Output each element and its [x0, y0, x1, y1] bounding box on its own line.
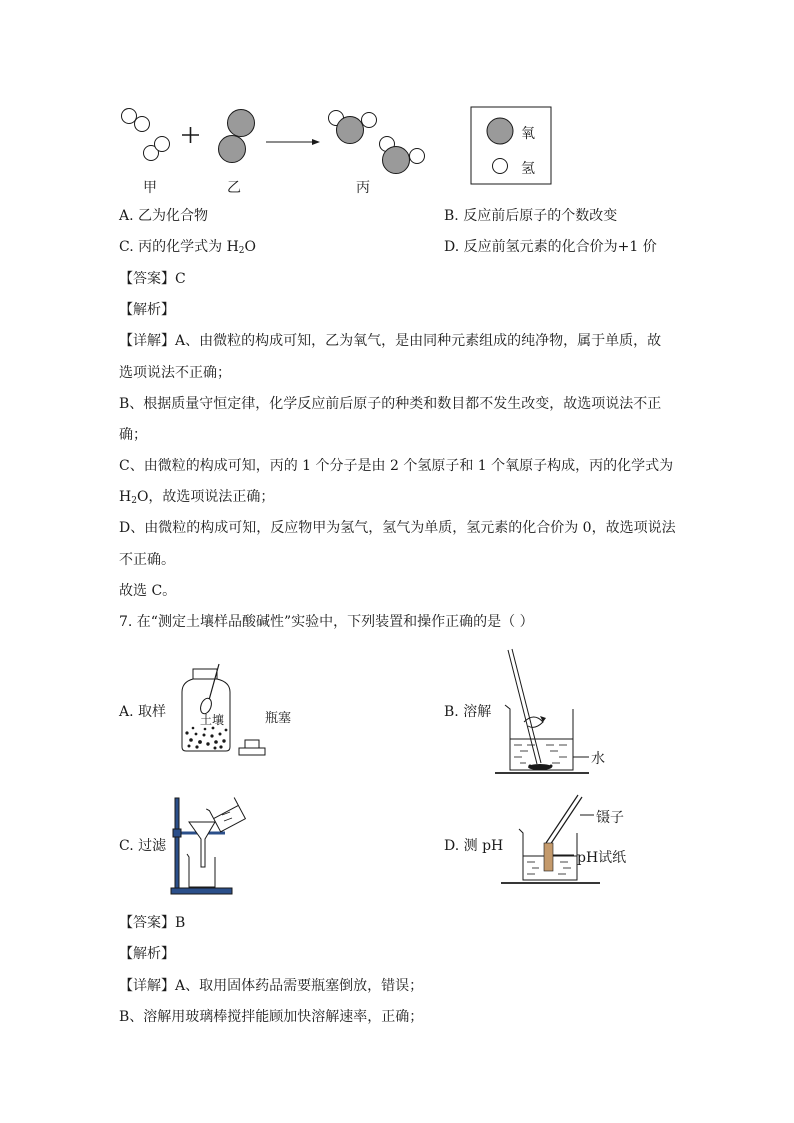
label-bing: 丙 [356, 180, 370, 196]
label-yi: 乙 [227, 180, 241, 196]
q6-option-b: B. 反应前后原子的个数改变 [444, 208, 618, 224]
figure-b-water-label: 水 [591, 751, 605, 767]
legend-oxygen-label: 氧 [521, 126, 535, 142]
q7-option-a: A. 取样 [119, 704, 167, 720]
q7-detail-a: 【详解】A、取用固体药品需要瓶塞倒放，错误； [119, 978, 424, 994]
q7-detail-b: B、溶解用玻璃棒搅拌能顾加快溶解速率，正确； [119, 1009, 424, 1025]
q7-option-d: D. 测 pH [444, 838, 504, 854]
figure-a-soil-label: 土壤 [200, 713, 225, 727]
figure-d-tweezers-label: 镊子 [596, 810, 624, 826]
q7-option-c: C. 过滤 [119, 838, 167, 854]
q6-option-a: A. 乙为化合物 [119, 208, 209, 224]
q6-detail-c-line1: C、由微粒的构成可知，丙的 1 个分子是由 2 个氢原子和 1 个氧原子构成，丙的化学式为 [119, 458, 674, 474]
q6-detail-d-line1: D、由微粒的构成可知，反应物甲为氢气，氢气为单质，氢元素的化合价为 0，故选项说法 [119, 520, 676, 536]
q7-option-b: B. 溶解 [444, 704, 492, 720]
figure-a-stopper-label: 瓶塞 [265, 711, 292, 726]
legend-hydrogen-label: 氢 [521, 161, 535, 177]
q7-analysis-heading: 【解析】 [119, 946, 175, 962]
q6-detail-b-line2: 确； [119, 427, 147, 443]
q6-option-d: D. 反应前氢元素的化合价为+1 价 [444, 239, 657, 255]
label-jia: 甲 [143, 180, 157, 196]
q6-answer: 【答案】C [119, 271, 186, 287]
q6-detail-c-line2: $H_2O$，故选项说法正确； [119, 489, 275, 506]
q6-analysis-heading: 【解析】 [119, 302, 175, 318]
q6-option-c: C. 丙的化学式为 $H_2O$ [119, 239, 256, 256]
q6-conclusion: 故选 C。 [119, 583, 177, 599]
q7-answer: 【答案】B [119, 915, 186, 931]
q6-detail-d-line2: 不正确。 [119, 552, 175, 568]
q6-detail-a-line1: 【详解】A、由微粒的构成可知，乙为氧气，是由同种元素组成的纯净物，属于单质，故 [119, 333, 662, 349]
q6-detail-b-line1: B、根据质量守恒定律，化学反应前后原子的种类和数目都不发生改变，故选项说法不正 [119, 396, 662, 412]
q6-detail-a-line2: 选项说法不正确； [119, 365, 231, 381]
q7-stem: 7. 在“测定土壤样品酸碱性”实验中，下列装置和操作正确的是（ ） [119, 614, 534, 630]
figure-d-paper-label: pH试纸 [577, 850, 627, 866]
